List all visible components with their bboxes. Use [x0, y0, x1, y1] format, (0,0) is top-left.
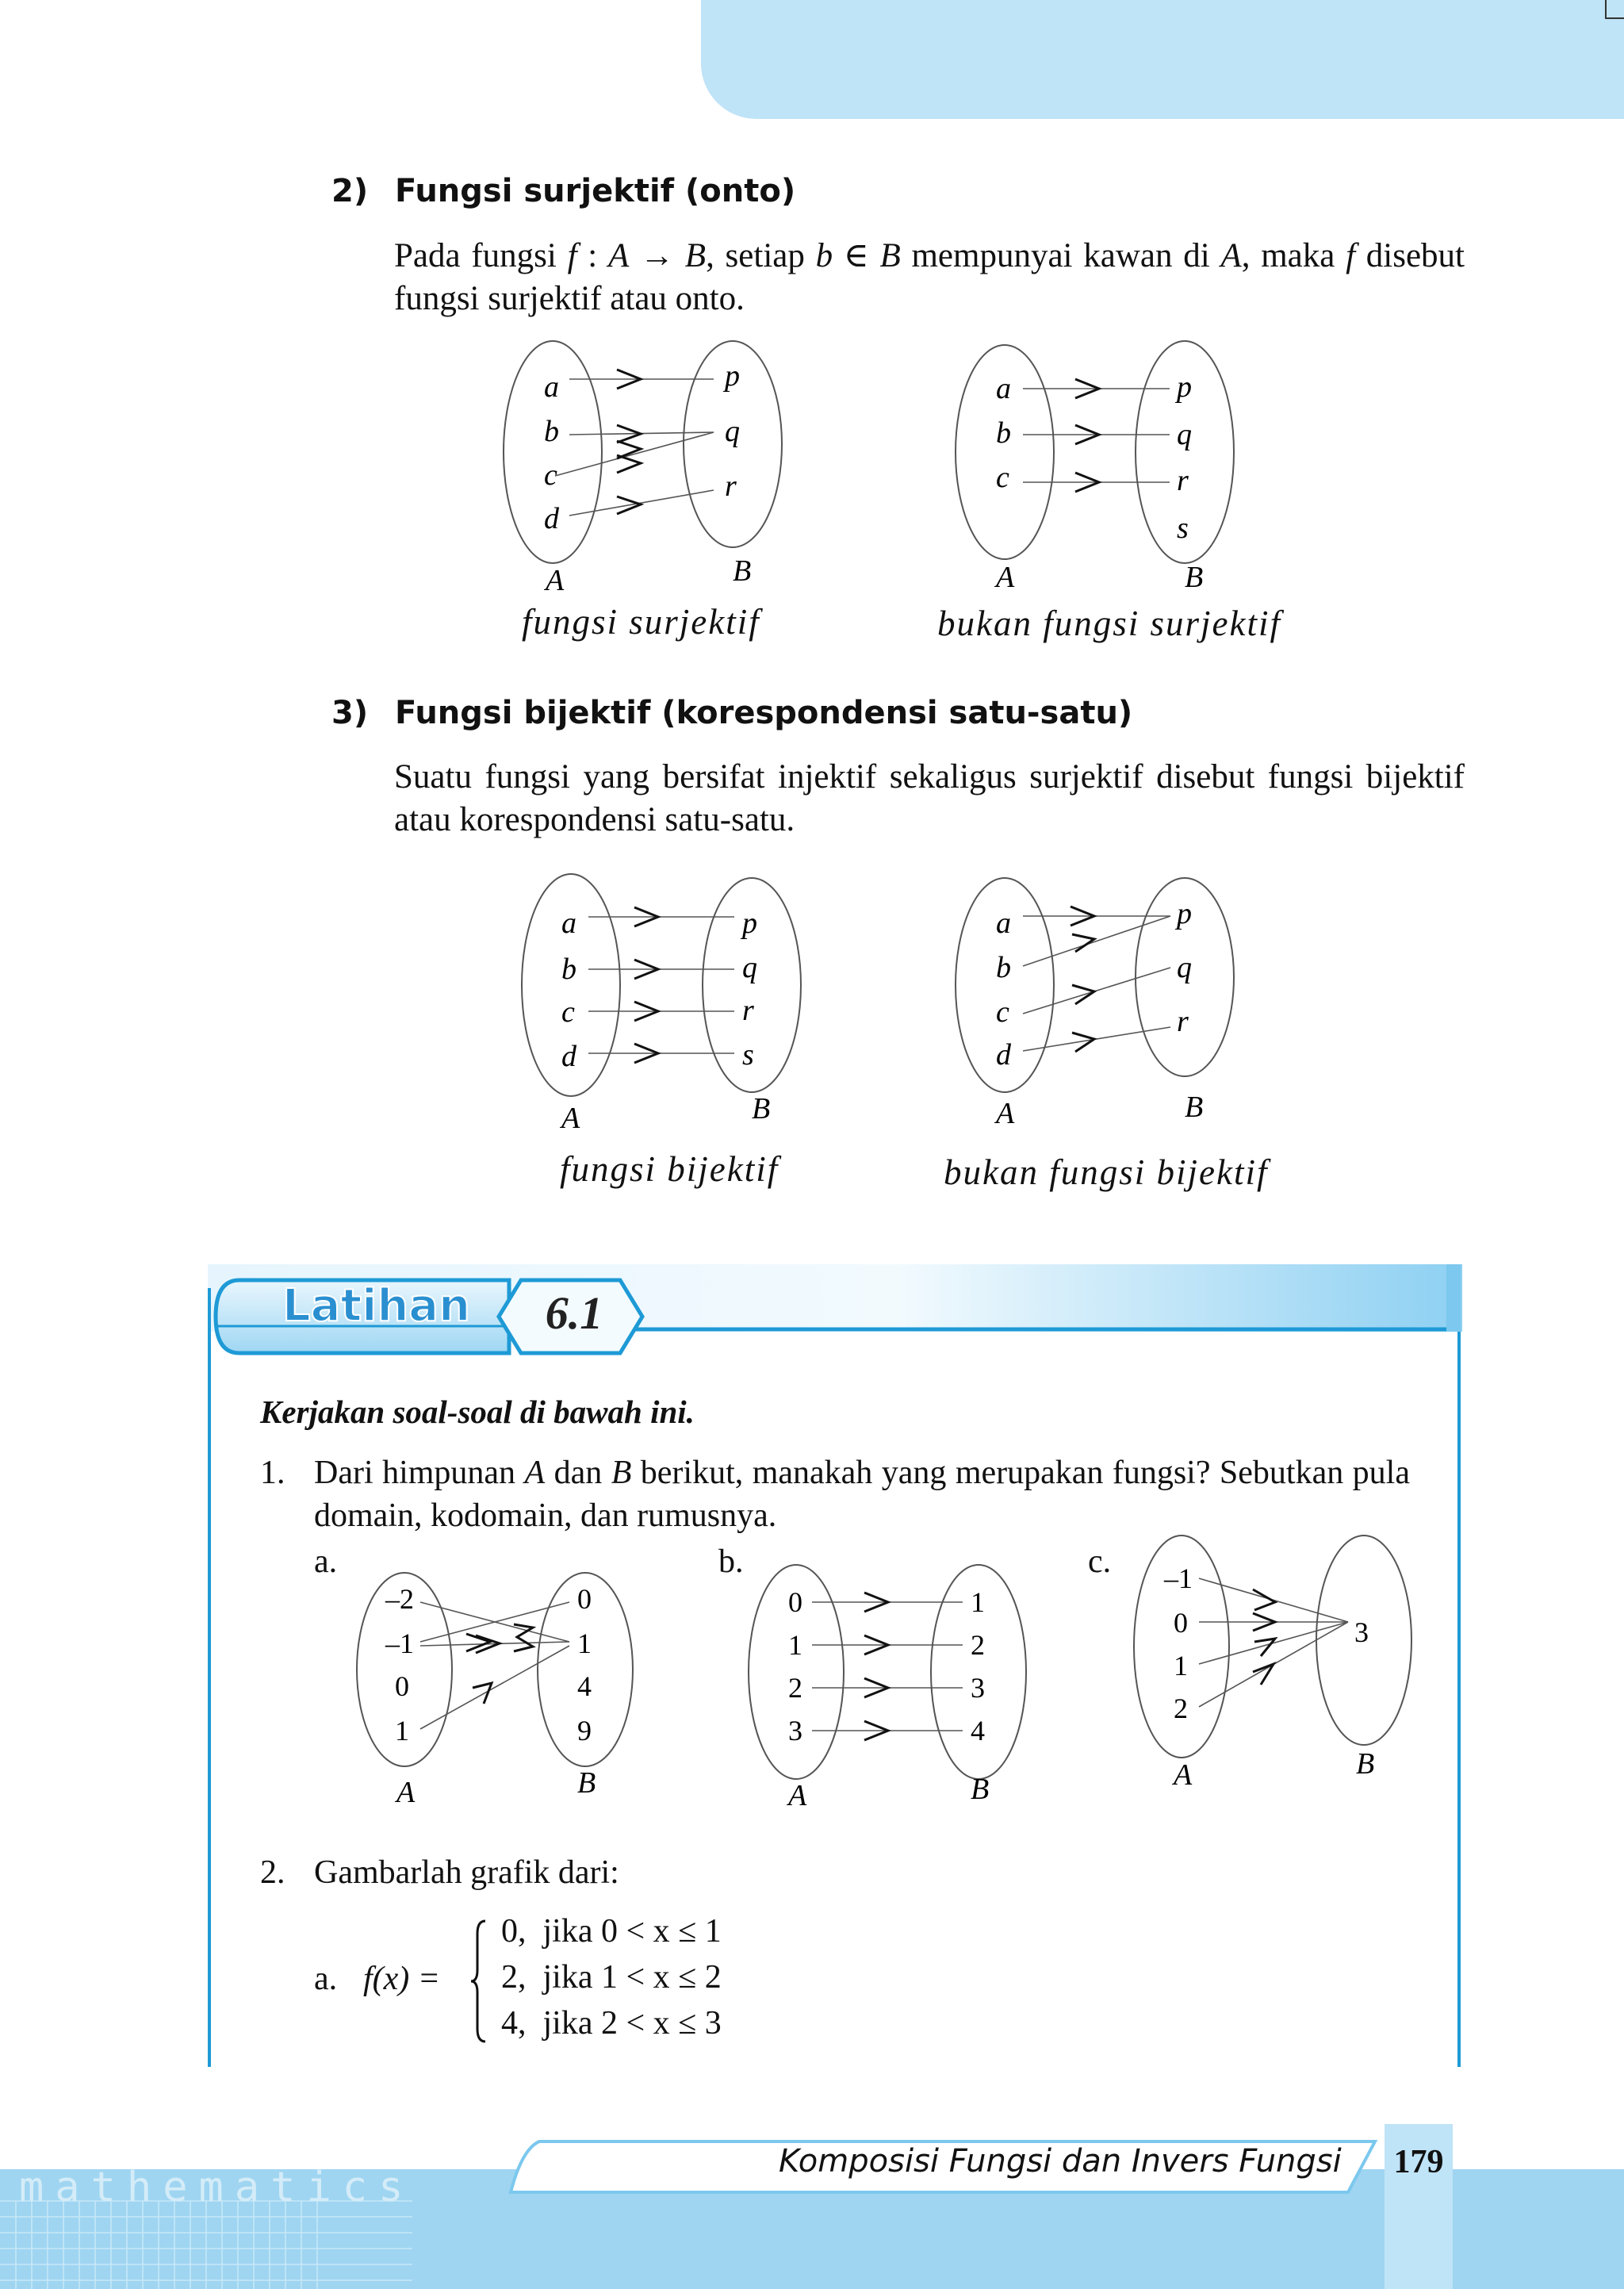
element-label: r: [1177, 464, 1189, 497]
element-label: c: [996, 995, 1009, 1029]
element-label: 1: [971, 1586, 985, 1618]
element-label: 0: [395, 1670, 409, 1702]
section-number: 2): [331, 173, 369, 209]
exercise-number: 6.1: [545, 1287, 603, 1339]
element-label: –2: [385, 1583, 414, 1615]
question-2-part-a: a.: [314, 1961, 338, 1997]
section-number: 3): [331, 695, 369, 731]
math-B: B: [611, 1455, 632, 1491]
set-label: A: [1174, 1758, 1193, 1792]
element-label: p: [725, 359, 740, 393]
question-1-number: 1.: [260, 1455, 285, 1491]
caption-bijective: fungsi bijektif: [560, 1149, 779, 1189]
element-label: p: [1177, 370, 1192, 404]
set-label: A: [396, 1776, 416, 1809]
math-A: A: [1220, 237, 1242, 274]
math-A: A: [608, 237, 630, 274]
element-label: b: [996, 951, 1011, 984]
caption-not-surjective: bukan fungsi surjektif: [937, 604, 1281, 643]
element-label: a: [996, 907, 1011, 940]
element-label: 3: [971, 1672, 985, 1704]
piecewise-case: 4, jika 2 < x ≤ 3: [501, 2005, 722, 2042]
element-label: b: [544, 415, 559, 448]
caption-surjective: fungsi surjektif: [522, 602, 760, 642]
text-run: berikut, manakah yang merupakan fungsi? Sebutkan pula domain, kodomain, dan rumusnya.: [314, 1455, 1410, 1534]
element-label: 1: [788, 1629, 802, 1661]
exercise-label: Latihan: [282, 1280, 470, 1332]
element-label: 3: [1354, 1616, 1369, 1648]
element-label: 0: [1174, 1607, 1188, 1639]
text-run: , maka: [1241, 237, 1346, 274]
element-label: –1: [1164, 1562, 1193, 1594]
element-label: q: [742, 951, 757, 984]
piecewise-case: 2, jika 1 < x ≤ 2: [501, 1959, 722, 1996]
math-B: B: [879, 237, 901, 274]
question-2-text: Gambarlah grafik dari:: [314, 1854, 619, 1891]
element-label: d: [544, 502, 559, 535]
math-b: b: [815, 237, 833, 274]
question-2-number: 2.: [260, 1854, 285, 1891]
set-label: B: [971, 1773, 990, 1806]
exercise-instruction: Kerjakan soal-soal di bawah ini.: [260, 1394, 695, 1430]
element-label: a: [561, 907, 576, 940]
set-label: B: [733, 554, 752, 588]
set-label: A: [788, 1779, 807, 1812]
element-label: 2: [788, 1672, 802, 1704]
element-label: s: [742, 1038, 754, 1072]
element-label: p: [742, 907, 757, 940]
text-run: Pada fungsi: [394, 237, 568, 274]
element-label: –1: [385, 1628, 414, 1659]
piecewise-case: 0, jika 0 < x ≤ 1: [501, 1913, 722, 1950]
element-label: c: [996, 461, 1009, 494]
element-label: q: [1177, 418, 1192, 451]
element-label: a: [996, 372, 1011, 405]
exercise-diagram-b: [749, 1565, 1026, 1812]
element-label: b: [996, 416, 1011, 450]
function-lhs: f(x) =: [363, 1961, 441, 1997]
element-label: 3: [788, 1715, 802, 1746]
element-label: 0: [788, 1586, 802, 1618]
element-label: 2: [1174, 1693, 1188, 1724]
set-label: A: [996, 561, 1015, 594]
element-label: 1: [577, 1628, 592, 1659]
text-run: , setiap: [706, 237, 816, 274]
element-label: d: [996, 1038, 1011, 1072]
element-label: 4: [971, 1715, 985, 1746]
page-number: 179: [1393, 2144, 1444, 2180]
question-1-part-b: b.: [718, 1543, 744, 1580]
element-label: b: [561, 953, 576, 986]
question-1-part-a: a.: [314, 1543, 338, 1580]
text-run: :: [576, 237, 608, 274]
element-label: 9: [577, 1715, 592, 1746]
set-label: A: [561, 1102, 580, 1135]
set-label: B: [1185, 1091, 1204, 1124]
math-f: f: [567, 237, 577, 274]
section-3-paragraph: Suatu fungsi yang bersifat injektif sekaligus surjektif disebut fungsi bijektif atau korespondensi satu-satu.: [394, 758, 1465, 838]
element-label: 1: [1174, 1650, 1188, 1681]
text-run: disebut fungsi surjektif atau onto.: [394, 237, 1465, 317]
math-A: A: [524, 1455, 546, 1491]
element-label: d: [561, 1040, 576, 1073]
question-1-part-c: c.: [1088, 1543, 1112, 1580]
set-label: A: [546, 564, 565, 597]
element-label: c: [561, 995, 575, 1029]
element-of-symbol: ∈: [833, 237, 880, 274]
left-brace: [469, 1918, 488, 2045]
watermark-text: mathematics: [19, 2164, 415, 2211]
text-run: mempunyai kawan di: [900, 237, 1221, 274]
set-label: B: [752, 1092, 771, 1125]
math-B: B: [684, 237, 707, 274]
element-label: a: [544, 370, 559, 404]
footer-title: Komposisi Fungsi dan Invers Fungsi: [779, 2143, 1342, 2180]
element-label: r: [725, 470, 737, 503]
element-label: q: [725, 415, 740, 448]
text-run: dan: [545, 1455, 611, 1491]
caption-not-bijective: bukan fungsi bijektif: [944, 1152, 1269, 1192]
set-label: B: [1185, 561, 1204, 594]
set-label: B: [1356, 1747, 1375, 1781]
arrow-symbol: →: [629, 237, 685, 274]
exercise-diagram-a: [357, 1573, 633, 1809]
section-title: Fungsi surjektif (onto): [395, 173, 796, 209]
text-run: Dari himpunan: [314, 1455, 525, 1491]
section-title: Fungsi bijektif (korespondensi satu-satu): [395, 695, 1133, 731]
element-label: r: [1177, 1005, 1189, 1038]
element-label: q: [1177, 951, 1192, 984]
set-label: B: [577, 1766, 596, 1800]
element-label: 1: [395, 1715, 409, 1746]
element-label: 4: [577, 1670, 592, 1702]
element-label: c: [544, 458, 557, 492]
exercise-diagram-c: [1134, 1536, 1411, 1792]
element-label: 2: [971, 1629, 985, 1661]
element-label: s: [1177, 512, 1189, 545]
element-label: p: [1177, 897, 1192, 930]
element-label: r: [742, 994, 754, 1027]
element-label: 0: [577, 1583, 592, 1615]
set-label: A: [996, 1097, 1015, 1130]
math-f: f: [1346, 237, 1356, 274]
